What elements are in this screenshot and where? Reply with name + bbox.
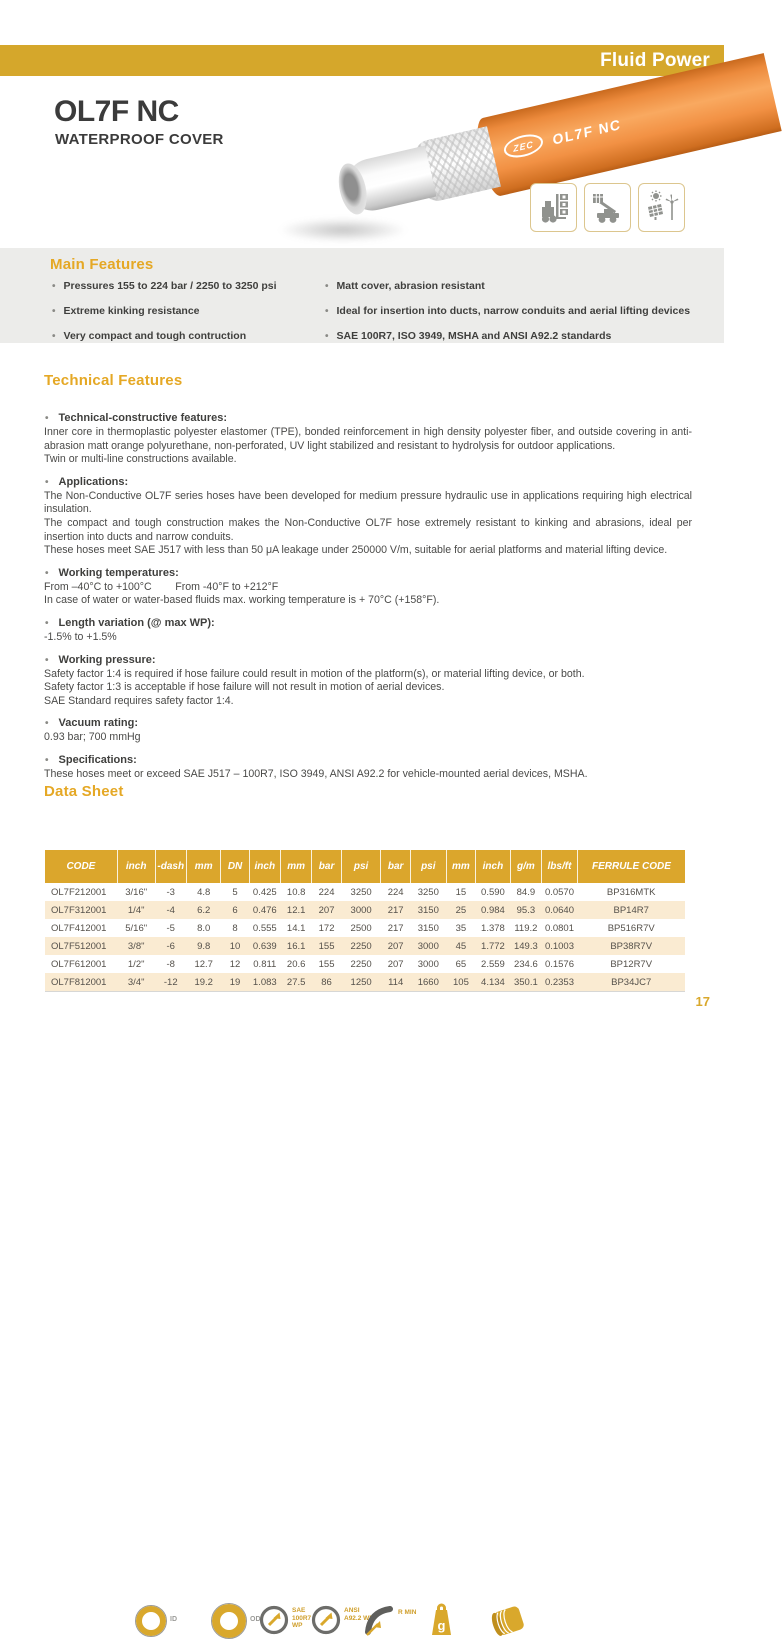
heading-text: Working pressure: [58,653,156,666]
value-cell: BP38R7V [577,937,685,955]
id-label: ID [170,1616,177,1623]
column-header: bar [312,850,341,883]
value-cell: 19 [221,973,249,991]
column-header: inch [476,850,511,883]
ferrule-icon [486,1601,530,1641]
column-header: g/m [510,850,541,883]
heading-text: Technical-constructive features: [58,412,228,424]
value-cell: 0.425 [252,886,277,898]
value-cell: BP516R7V [607,922,655,934]
boom-lift-icon [590,190,626,226]
main-features-left-list [52,280,322,355]
value-cell: 0.1003 [542,937,578,955]
value-cell: 0.590 [481,886,505,898]
column-header: inch [117,850,155,883]
value-cell: 25 [446,901,475,919]
value-cell: 3000 [410,937,446,955]
r-min-label: R MIN [398,1609,417,1616]
table-row [45,901,685,919]
inner-diameter-icon [135,1605,167,1637]
column-header: inch [249,850,280,883]
value-cell: -4 [155,901,186,919]
renewables-icon [644,190,680,226]
value-cell: 1250 [341,973,381,991]
feature-text: Matt cover, abrasion resistant [336,280,485,292]
feature-paragraph: These hoses meet or exceed SAE J517 – 100R7, ISO 3949, ANSI A92.2 for vehicle-mounted aerial devices, MSHA. [44,767,588,780]
value-cell: 6 [221,901,249,919]
value-cell: -6 [155,937,186,955]
value-cell: 0.984 [476,901,511,919]
value-cell: 14.1 [286,922,306,934]
feature-text: Very compact and tough contruction [63,330,247,342]
value-cell: 1/2" [127,958,145,970]
table-row [45,955,685,973]
value-cell: 12.7 [194,958,213,970]
value-cell: BP316MTK [606,886,656,898]
value-cell: 2250 [350,958,372,970]
brand-logo: ZEC [503,131,544,161]
heading-text: Working temperatures: [58,566,179,579]
value-cell: 9.8 [186,937,221,955]
value-cell: 1660 [410,973,446,991]
value-cell: 8.0 [197,922,211,934]
value-cell: 27.5 [280,973,311,991]
value-cell: 5 [232,886,238,898]
bullet-icon: • [325,306,329,317]
heading-text: Vacuum rating: [58,717,138,730]
value-cell: 207 [381,937,410,955]
application-forklift-box [530,183,577,232]
feature-text: Pressures 155 to 224 bar / 2250 to 3250 psi [63,280,277,292]
value-cell: 224 [387,886,404,898]
value-cell: 6.2 [186,901,221,919]
value-cell: 8 [232,922,238,934]
weight-icon [424,1601,458,1639]
value-cell: 217 [387,922,404,934]
feature-heading [44,567,692,579]
value-cell: -3 [166,886,175,898]
bullet-icon: • [45,617,49,629]
outer-diameter-icon [211,1603,247,1639]
feature-text: Ideal for insertion into ducts, narrow conduits and aerial lifting devices [336,305,691,317]
value-cell: 3/4" [117,973,155,991]
value-cell: 1.378 [481,922,505,934]
value-cell: 0.2353 [542,973,578,991]
value-cell: 149.3 [510,937,541,955]
value-cell: 119.2 [514,922,538,934]
value-cell: 86 [312,973,341,991]
value-cell: -12 [155,973,186,991]
value-cell: 0.811 [253,958,277,970]
code-cell: OL7F612001 [51,958,107,970]
value-cell: 105 [446,973,475,991]
feature-paragraph: Safety factor 1:4 is required if hose failure could result in motion of the platform(s), or material lifting device, or both. [44,667,585,680]
value-cell: 4.8 [197,886,211,898]
value-cell: -8 [166,958,175,970]
value-cell: 3/16" [125,886,148,898]
bullet-icon: • [45,718,49,730]
value-cell: 35 [455,922,467,934]
hose-orange-cover [471,53,781,198]
page-title: OL7F NC [54,95,179,128]
value-cell: 0.1576 [544,958,574,970]
data-sheet-table [45,850,685,991]
column-header: mm [186,850,221,883]
code-cell: OL7F512001 [45,937,117,955]
value-cell: 3250 [350,886,372,898]
forklift-icon [536,190,572,226]
value-cell: 65 [455,958,467,970]
hose-print-text: OL7F NC [551,115,622,148]
value-cell: 172 [318,922,335,934]
min-bend-radius-icon [363,1602,397,1638]
value-cell: 20.6 [286,958,306,970]
column-header: mm [280,850,311,883]
ansi-wp-label: ANSI A92.2 WP [344,1607,374,1622]
technical-features-title: Technical Features [44,372,183,389]
value-cell: 3000 [341,901,381,919]
bullet-icon: • [52,281,56,292]
feature-heading [44,717,692,729]
feature-text: Extreme kinking resistance [63,305,200,317]
feature-bullet [325,305,691,330]
column-header: FERRULE CODE [577,850,685,883]
value-cell: 10.8 [286,886,306,898]
feature-bullet [52,280,322,305]
value-cell: 3/8" [117,937,155,955]
value-cell: 95.3 [510,901,541,919]
column-header: mm [446,850,475,883]
value-cell: 10 [221,937,249,955]
value-cell: 114 [381,973,410,991]
value-cell: 45 [446,937,475,955]
feature-heading [44,617,692,629]
value-cell: BP14R7 [577,901,685,919]
value-cell: 15 [455,886,467,898]
table-row [45,973,685,991]
feature-heading [44,654,692,666]
value-cell: 84.9 [516,886,536,898]
main-features-title: Main Features [50,256,154,273]
value-cell: 1.772 [476,937,511,955]
feature-bullet [325,330,691,355]
value-cell: 224 [318,886,335,898]
value-cell: 1.083 [249,973,280,991]
column-header: psi [410,850,446,883]
banner-label: Fluid Power [600,50,710,71]
bullet-icon: • [45,654,49,666]
table-header-row [45,850,685,883]
heading-text: Specifications: [58,753,137,766]
application-renewables-box [638,183,685,232]
page-number: 17 [695,994,710,1009]
bullet-icon: • [52,306,56,317]
bullet-icon: • [45,476,49,488]
feature-paragraph: Twin or multi-line constructions available. [44,453,237,466]
value-cell: 155 [318,958,335,970]
sae-wp-label: SAE 100R7 WP [292,1607,312,1629]
feature-text: SAE 100R7, ISO 3949, MSHA and ANSI A92.2 standards [336,330,612,342]
value-cell: 2250 [341,937,381,955]
table-row [45,919,685,937]
column-header: DN [221,850,249,883]
feature-bullet [52,305,322,330]
bullet-icon: • [52,331,56,342]
value-cell: BP12R7V [610,958,653,970]
bullet-icon: • [325,331,329,342]
feature-paragraph: In case of water or water-based fluids max. working temperature is + 70°C (+158°F). [44,594,440,607]
table-row [45,937,685,955]
heading-text: Applications: [58,475,129,488]
value-cell: BP34JC7 [577,973,685,991]
bullet-icon: • [45,754,49,766]
application-boom-lift-box [584,183,631,232]
value-cell: 207 [312,901,341,919]
value-cell: 1/4" [117,901,155,919]
feature-paragraph: The Non-Conductive OL7F series hoses have been developed for medium pressure hydraulic use in applications requiring high electrical insulation. [44,489,692,516]
code-cell: OL7F312001 [45,901,117,919]
od-label: OD [250,1616,261,1623]
table-body [45,883,685,991]
feature-heading [44,412,692,424]
value-cell: 0.476 [249,901,280,919]
code-cell: OL7F412001 [51,922,107,934]
code-cell: OL7F212001 [51,886,107,898]
value-cell: 0.0570 [544,886,574,898]
page-subtitle: WATERPROOF COVER [55,131,224,148]
feature-paragraph: -1.5% to +1.5% [44,630,117,643]
value-cell: 217 [381,901,410,919]
bullet-icon: • [325,281,329,292]
column-header: bar [381,850,410,883]
value-cell: 2.559 [481,958,505,970]
column-header: -dash [155,850,186,883]
column-header: psi [341,850,381,883]
bullet-icon: • [45,413,49,424]
value-cell: 350.1 [510,973,541,991]
feature-paragraph: These hoses meet SAE J517 with less than 50 μA leakage under 250000 V/m, suitable for aerial platforms and material lifting device. [44,544,668,557]
value-cell: 4.134 [476,973,511,991]
feature-paragraph: Inner core in thermoplastic polyester elastomer (TPE), bonded reinforcement in high density polyester fiber, and outside covering in anti-abrasion matt orange polyurethane, non-perforated, UV light stabilized and resistant to hydrolysis for outdoor applications. [44,426,692,452]
main-features-right-list [325,280,691,355]
code-cell: OL7F812001 [45,973,117,991]
feature-heading [44,754,692,766]
value-cell: 3000 [417,958,439,970]
value-cell: 0.0801 [544,922,574,934]
feature-paragraph: 0.93 bar; 700 mmHg [44,731,141,744]
feature-paragraph: Safety factor 1:3 is acceptable if hose failure will not result in motion of aerial devices. [44,681,445,694]
value-cell: 0.555 [252,922,277,934]
value-cell: 19.2 [186,973,221,991]
heading-text: Length variation (@ max WP): [58,616,215,629]
column-header: CODE [45,850,117,883]
value-cell: 12 [229,958,241,970]
value-cell: 207 [387,958,404,970]
value-cell: 0.0640 [542,901,578,919]
feature-paragraph: From –40°C to +100°C From -40°F to +212°F [44,580,279,593]
footer-divider [45,991,685,992]
value-cell: 16.1 [280,937,311,955]
value-cell: 5/16" [125,922,148,934]
feature-paragraph: SAE Standard requires safety factor 1:4. [44,694,234,707]
bullet-icon: • [45,567,49,579]
value-cell: 3150 [417,922,439,934]
value-cell: 0.639 [249,937,280,955]
table-row [45,883,685,901]
feature-paragraph: The compact and tough construction makes the Non-Conductive OL7F hose extremely resistant to kinking and abrasions, ideal per insertion into ducts and narrow conduits. [44,516,692,543]
sae-working-pressure-icon [259,1605,289,1635]
ansi-working-pressure-icon [311,1605,341,1635]
technical-sections [44,403,692,782]
value-cell: -5 [166,922,175,934]
value-cell: 12.1 [280,901,311,919]
feature-bullet [52,330,322,355]
data-sheet-title: Data Sheet [44,783,124,800]
feature-bullet [325,280,691,305]
value-cell: 3250 [417,886,439,898]
column-header: lbs/ft [542,850,578,883]
weight-unit-letter: g [437,1618,446,1633]
value-cell: 2500 [350,922,372,934]
value-cell: 3150 [410,901,446,919]
value-cell: 155 [312,937,341,955]
value-cell: 234.6 [513,958,538,970]
feature-heading [44,476,692,488]
